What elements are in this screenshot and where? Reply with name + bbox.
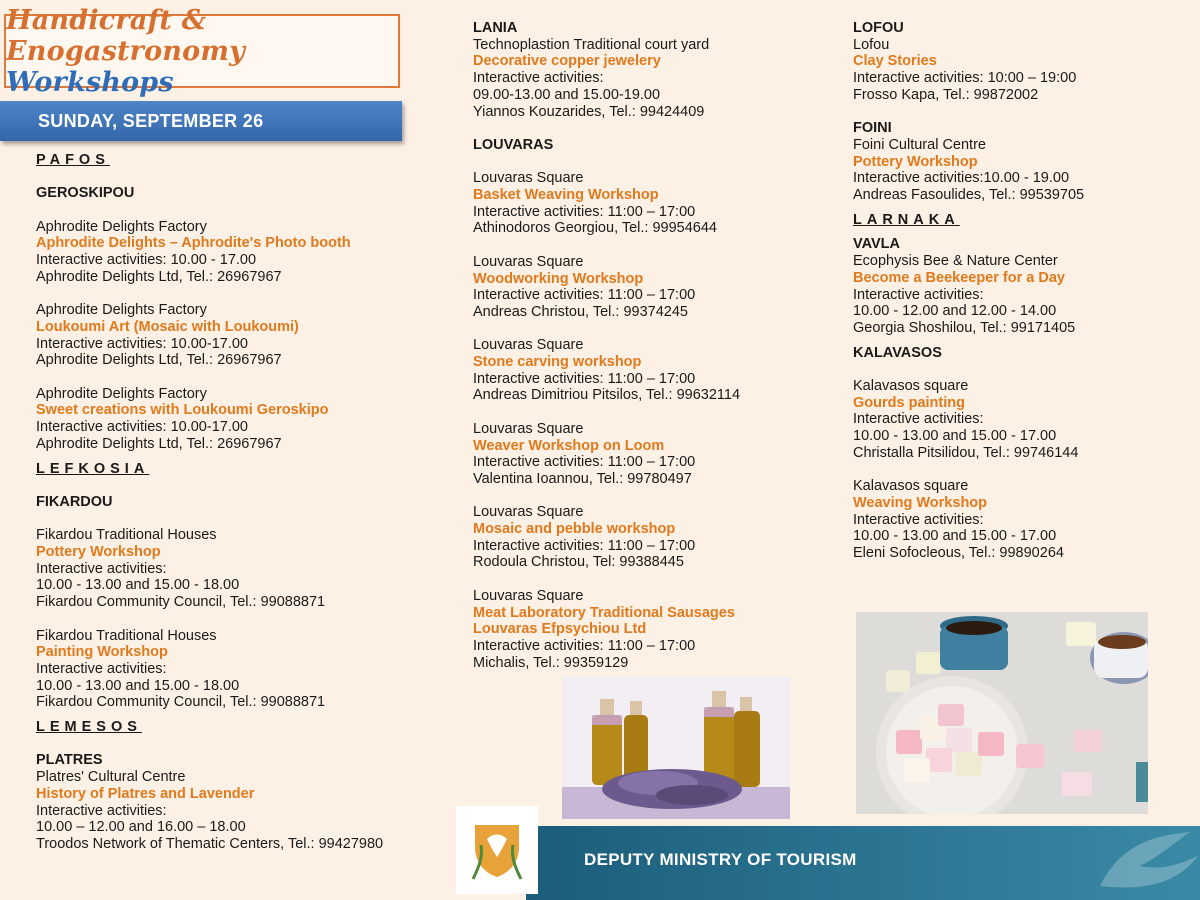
detail-line: Louvaras Square — [473, 253, 584, 270]
town-heading: LOUVARAS — [473, 136, 554, 153]
column-right — [853, 20, 1084, 562]
date-banner: SUNDAY, SEPTEMBER 26 — [0, 101, 402, 141]
detail-line: Fikardou Community Council, Tel.: 99088871 — [36, 594, 326, 611]
workshop-title: Loukoumi Art (Mosaic with Loukoumi) — [36, 318, 299, 335]
detail-line: Andreas Dimitriou Pitsilos, Tel.: 99632114 — [473, 387, 741, 404]
detail-line: Interactive activities: — [36, 660, 167, 677]
footer — [456, 806, 1200, 900]
spacer — [36, 202, 383, 219]
workshop-title: Stone carving workshop — [473, 354, 642, 370]
workshop-title: Weaver Workshop on Loom — [473, 437, 665, 454]
detail-line: Valentina Ioannou, Tel.: 99780497 — [473, 470, 692, 487]
detail-line: Louvaras Square — [473, 337, 584, 354]
detail-line: Louvaras Square — [473, 504, 584, 521]
town-heading: LOFOU — [853, 20, 904, 36]
column-middle — [473, 20, 740, 671]
detail-line: Lofou — [853, 36, 890, 53]
spacer — [473, 321, 740, 338]
workshop-title: Meat Laboratory Traditional Sausages — [473, 604, 735, 621]
detail-line: Interactive activities: 11:00 – 17:00 — [473, 637, 696, 654]
logo-part-1: Handicraft & Enogastronomy — [6, 4, 245, 67]
detail-line: Kalavasos square — [853, 378, 969, 395]
detail-line: Troodos Network of Thematic Centers, Tel.: 99427980 — [36, 836, 384, 852]
detail-line: Interactive activities: 11:00 – 17:00 — [473, 537, 696, 554]
detail-line: Interactive activities: 11:00 – 17:00 — [473, 203, 696, 220]
detail-line: 10.00 - 12.00 and 12.00 - 14.00 — [853, 303, 1057, 320]
logo-part-2: Workshops — [6, 66, 174, 98]
detail-line: Interactive activities: 11:00 – 17:00 — [473, 454, 696, 471]
region-heading: PAFOS — [36, 152, 110, 168]
detail-line: Interactive activities: 11:00 – 17:00 — [473, 370, 696, 387]
spacer — [853, 228, 1084, 236]
spacer — [36, 611, 383, 628]
detail-line: Interactive activities: — [853, 286, 984, 303]
detail-line: Fikardou Community Council, Tel.: 99088871 — [36, 694, 326, 711]
spacer — [853, 462, 1084, 479]
detail-line: Interactive activities:10.00 - 19.00 — [853, 170, 1070, 187]
detail-line: Fikardou Traditional Houses — [36, 527, 217, 544]
detail-line: Aphrodite Delights Factory — [36, 218, 207, 235]
loukoumi-sweets-photo — [856, 612, 1148, 814]
detail-line: Andreas Fasoulides, Tel.: 99539705 — [853, 187, 1085, 204]
detail-line: Foini Cultural Centre — [853, 136, 986, 153]
detail-line: Interactive activities: — [473, 70, 604, 87]
detail-line: Andreas Christou, Tel.: 99374245 — [473, 303, 688, 320]
detail-line: 10.00 – 12.00 and 16.00 – 18.00 — [36, 819, 246, 836]
workshop-title: Gourds painting — [853, 394, 965, 411]
region-heading: LARNAKA — [853, 211, 960, 228]
workshop-title: Sweet creations with Loukoumi Geroskipo — [36, 402, 329, 419]
detail-line: Fikardou Traditional Houses — [36, 627, 217, 644]
workshop-title: Clay Stories — [853, 53, 937, 70]
spacer — [853, 361, 1084, 378]
header-logo — [4, 4, 400, 98]
detail-line: Yiannos Kouzarides, Tel.: 99424409 — [473, 103, 705, 120]
spacer — [36, 511, 383, 528]
olive-oil-lavender-photo — [562, 677, 790, 819]
detail-line: Georgia Shoshilou, Tel.: 99171405 — [853, 319, 1076, 336]
workshop-title: Basket Weaving Workshop — [473, 187, 659, 203]
detail-line: Louvaras Square — [473, 170, 584, 187]
spacer — [36, 736, 383, 753]
workshop-title: History of Platres and Lavender — [36, 785, 255, 802]
town-heading: GEROSKIPOU — [36, 185, 135, 202]
detail-line: Michalis, Tel.: 99359129 — [473, 654, 629, 671]
spacer — [36, 286, 383, 303]
detail-line: Aphrodite Delights Factory — [36, 302, 207, 319]
detail-line: Interactive activities: 11:00 – 17:00 — [473, 287, 696, 304]
spacer — [473, 154, 740, 171]
detail-line: 10.00 - 13.00 and 15.00 - 17.00 — [853, 428, 1057, 445]
detail-line: Interactive activities: — [853, 511, 984, 528]
workshop-title: Louvaras Efpsychiou Ltd — [473, 621, 647, 638]
spacer — [36, 169, 383, 186]
spacer — [473, 404, 740, 421]
detail-line: Interactive activities: — [36, 802, 167, 819]
detail-line: Louvaras Square — [473, 587, 584, 604]
column-left — [36, 152, 383, 853]
town-heading: PLATRES — [36, 752, 103, 769]
spacer — [473, 571, 740, 588]
logo-text — [6, 5, 398, 98]
town-heading: KALAVASOS — [853, 344, 942, 361]
spacer — [853, 204, 1084, 212]
detail-line: Interactive activities: 10.00-17.00 — [36, 419, 248, 436]
workshop-title: Mosaic and pebble workshop — [473, 521, 676, 537]
town-heading: FOINI — [853, 120, 892, 137]
detail-line: Platres' Cultural Centre — [36, 769, 186, 786]
detail-line: Interactive activities: 10.00-17.00 — [36, 335, 248, 352]
detail-line: Christalla Pitsilidou, Tel.: 99746144 — [853, 444, 1079, 461]
workshop-title: Weaving Workshop — [853, 494, 988, 511]
detail-line: Technoplastion Traditional court yard — [473, 36, 710, 53]
town-heading: VAVLA — [853, 236, 900, 253]
detail-line: Kalavasos square — [853, 478, 969, 495]
region-heading: LEMESOS — [36, 719, 142, 736]
region-heading: LEFKOSIA — [36, 460, 150, 477]
detail-line: Interactive activities: 10:00 – 19:00 — [853, 70, 1077, 87]
detail-line: Interactive activities: — [36, 560, 167, 577]
cyprus-emblem-icon — [456, 806, 538, 894]
detail-line: Aphrodite Delights Ltd, Tel.: 26967967 — [36, 435, 282, 452]
workshop-title: Woodworking Workshop — [473, 270, 644, 287]
workshop-title: Pottery Workshop — [853, 153, 978, 170]
workshop-title: Decorative copper jewelery — [473, 53, 661, 70]
workshop-title: Painting Workshop — [36, 644, 168, 661]
detail-line: Ecophysis Bee & Nature Center — [853, 253, 1058, 270]
spacer — [473, 237, 740, 254]
spacer — [853, 337, 1084, 345]
detail-line: Rodoula Christou, Tel: 99388445 — [473, 554, 684, 571]
spacer — [36, 711, 383, 719]
detail-line: 10.00 - 13.00 and 15.00 - 18.00 — [36, 677, 240, 694]
detail-line: Aphrodite Delights Ltd, Tel.: 26967967 — [36, 352, 282, 369]
spacer — [36, 477, 383, 494]
spacer — [473, 120, 740, 137]
detail-line: Interactive activities: — [853, 411, 984, 428]
detail-line: Interactive activities: 10.00 - 17.00 — [36, 252, 257, 269]
detail-line: Louvaras Square — [473, 420, 584, 437]
detail-line: 10.00 - 13.00 and 15.00 - 17.00 — [853, 528, 1057, 545]
spacer — [36, 369, 383, 386]
detail-line: Eleni Sofocleous, Tel.: 99890264 — [853, 545, 1064, 562]
dove-icon — [1080, 826, 1200, 900]
workshop-title: Aphrodite Delights – Aphrodite's Photo booth — [36, 235, 351, 252]
spacer — [473, 488, 740, 505]
workshop-title: Pottery Workshop — [36, 544, 161, 561]
detail-line: 09.00-13.00 and 15.00-19.00 — [473, 86, 661, 103]
detail-line: Aphrodite Delights Factory — [36, 385, 207, 402]
spacer — [36, 453, 383, 461]
detail-line: Athinodoros Georgiou, Tel.: 99954644 — [473, 220, 717, 237]
detail-line: Aphrodite Delights Ltd, Tel.: 26967967 — [36, 268, 282, 285]
workshop-title: Become a Beekeeper for a Day — [853, 269, 1065, 286]
spacer — [853, 104, 1084, 121]
footer-label: DEPUTY MINISTRY OF TOURISM — [584, 850, 857, 869]
detail-line: 10.00 - 13.00 and 15.00 - 18.00 — [36, 577, 240, 594]
town-heading: FIKARDOU — [36, 493, 113, 510]
town-heading: LANIA — [473, 20, 518, 36]
detail-line: Frosso Kapa, Tel.: 99872002 — [853, 86, 1039, 103]
